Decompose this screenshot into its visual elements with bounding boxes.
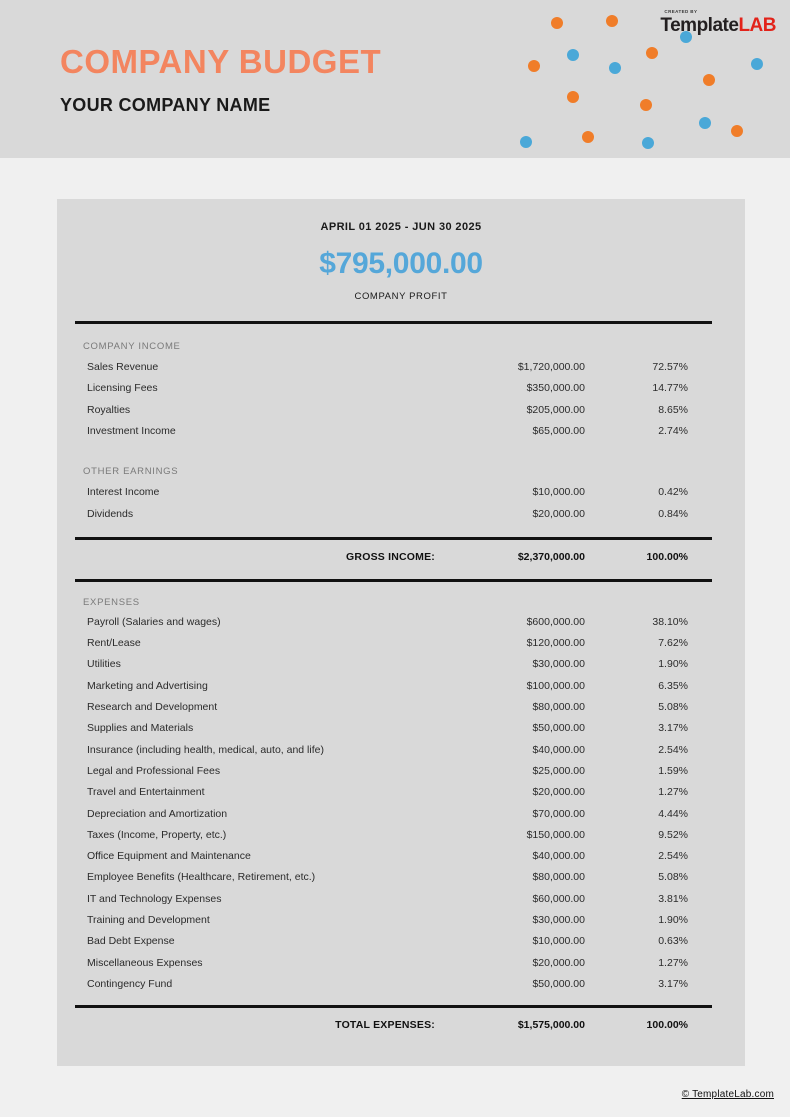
row-percent: 38.10% — [652, 615, 688, 628]
table-row — [57, 508, 745, 529]
row-amount: $20,000.00 — [532, 507, 585, 520]
row-amount: $40,000.00 — [532, 743, 585, 756]
row-amount: $70,000.00 — [532, 807, 585, 820]
decorative-dot — [699, 117, 711, 129]
row-amount: $60,000.00 — [532, 892, 585, 905]
table-row — [57, 914, 745, 935]
row-percent: 0.84% — [658, 507, 688, 520]
total-amount: $2,370,000.00 — [517, 550, 585, 563]
total-percent: 100.00% — [646, 1019, 688, 1032]
row-label: Legal and Professional Fees — [87, 764, 221, 777]
row-label: Supplies and Materials — [87, 722, 194, 735]
row-label: Travel and Entertainment — [87, 786, 205, 799]
footer-copyright: © TemplateLab.com — [681, 1089, 774, 1100]
budget-period: APRIL 01 2025 - JUN 30 2025 — [320, 221, 482, 233]
row-amount: $1,720,000.00 — [517, 361, 585, 373]
decorative-dot — [731, 125, 743, 137]
row-amount: $10,000.00 — [532, 935, 585, 948]
decorative-dot — [528, 60, 540, 72]
table-row — [57, 786, 745, 807]
row-percent: 0.63% — [658, 935, 688, 948]
row-percent: 3.81% — [658, 892, 688, 905]
row-label: Miscellaneous Expenses — [87, 956, 203, 969]
row-percent: 5.08% — [658, 871, 688, 884]
table-row — [57, 701, 745, 722]
section-divider — [75, 321, 712, 324]
total-label: TOTAL EXPENSES: — [335, 1019, 435, 1032]
row-label: Taxes (Income, Property, etc.) — [87, 828, 227, 841]
row-percent: 3.17% — [658, 977, 688, 990]
total-amount: $1,575,000.00 — [517, 1019, 585, 1032]
row-amount: $100,000.00 — [526, 679, 585, 692]
row-label: Investment Income — [87, 424, 176, 437]
decorative-dot — [703, 74, 715, 86]
company-name: YOUR COMPANY NAME — [60, 95, 271, 115]
decorative-dot — [609, 62, 621, 74]
section-divider — [75, 1005, 712, 1008]
row-percent: 2.54% — [658, 850, 688, 863]
header-band — [0, 0, 790, 158]
row-label: Payroll (Salaries and wages) — [87, 615, 221, 628]
table-row — [57, 382, 745, 403]
table-row — [57, 871, 745, 892]
row-percent: 3.17% — [658, 722, 688, 735]
table-row — [57, 722, 745, 743]
row-percent: 2.74% — [658, 424, 688, 437]
row-amount: $600,000.00 — [526, 615, 585, 628]
company-profit-label: COMPANY PROFIT — [354, 291, 448, 302]
row-amount: $25,000.00 — [532, 764, 585, 777]
row-label: Training and Development — [87, 914, 210, 926]
row-label: Bad Debt Expense — [87, 935, 175, 948]
row-percent: 2.54% — [658, 743, 688, 756]
row-amount: $205,000.00 — [526, 403, 585, 416]
decorative-dot — [606, 15, 618, 27]
row-amount: $80,000.00 — [532, 701, 585, 713]
row-amount: $20,000.00 — [532, 786, 585, 799]
table-row — [57, 850, 745, 871]
row-amount: $350,000.00 — [526, 382, 585, 395]
page-title: COMPANY BUDGET — [60, 43, 382, 80]
row-percent: 1.27% — [658, 786, 688, 799]
row-label: Marketing and Advertising — [87, 679, 208, 692]
row-percent: 5.08% — [658, 701, 688, 713]
decorative-dot — [551, 17, 563, 29]
row-label: Rent/Lease — [87, 637, 141, 650]
decorative-dot — [640, 99, 652, 111]
row-amount: $150,000.00 — [526, 828, 585, 841]
table-row — [57, 978, 745, 999]
row-label: Contingency Fund — [87, 977, 173, 990]
table-row — [57, 425, 745, 446]
table-row — [57, 744, 745, 765]
table-row — [57, 765, 745, 786]
row-percent: 1.90% — [658, 914, 688, 926]
table-row — [57, 637, 745, 658]
table-row — [57, 829, 745, 850]
decorative-dot — [520, 136, 532, 148]
table-row — [57, 680, 745, 701]
row-label: Research and Development — [87, 701, 218, 713]
decorative-dot — [567, 49, 579, 61]
row-percent: 4.44% — [658, 807, 688, 820]
row-percent: 1.59% — [658, 764, 688, 777]
row-amount: $80,000.00 — [532, 871, 585, 884]
row-label: Employee Benefits (Healthcare, Retirement, etc.) — [87, 871, 316, 884]
decorative-dot — [751, 58, 763, 70]
table-row — [57, 893, 745, 914]
decorative-dot — [582, 131, 594, 143]
row-amount: $50,000.00 — [532, 722, 585, 735]
brand-name-lab: LAB — [738, 14, 776, 36]
row-percent: 14.77% — [652, 382, 688, 395]
table-row — [57, 957, 745, 978]
row-amount: $65,000.00 — [532, 424, 585, 437]
row-percent: 6.35% — [658, 679, 688, 692]
section-divider — [75, 579, 712, 582]
row-label: Office Equipment and Maintenance — [87, 850, 251, 863]
decorative-dot — [642, 137, 654, 149]
row-amount: $40,000.00 — [532, 850, 585, 863]
row-percent: 72.57% — [652, 361, 688, 373]
table-row — [57, 361, 745, 382]
row-label: IT and Technology Expenses — [87, 892, 222, 905]
table-row — [57, 404, 745, 425]
row-label: Depreciation and Amortization — [87, 807, 228, 820]
row-label: Sales Revenue — [87, 361, 159, 373]
table-row — [57, 616, 745, 637]
table-row — [57, 935, 745, 956]
row-label: Licensing Fees — [87, 382, 158, 395]
budget-panel — [57, 199, 745, 1066]
row-amount: $30,000.00 — [532, 914, 585, 926]
table-row — [57, 486, 745, 507]
row-amount: $120,000.00 — [526, 637, 585, 650]
row-amount: $10,000.00 — [532, 486, 585, 499]
company-profit-amount: $795,000.00 — [319, 247, 483, 280]
row-percent: 1.27% — [658, 956, 688, 969]
total-label: GROSS INCOME: — [346, 550, 435, 563]
brand-name-template: Template — [660, 14, 739, 36]
section-heading: COMPANY INCOME — [83, 341, 181, 352]
table-row — [57, 808, 745, 829]
templatelab-logo — [660, 10, 776, 35]
decorative-dot — [567, 91, 579, 103]
row-amount: $50,000.00 — [532, 977, 585, 990]
row-label: Interest Income — [87, 486, 160, 499]
brand-wordmark — [660, 16, 776, 35]
total-row — [57, 551, 745, 573]
row-percent: 0.42% — [658, 486, 688, 499]
row-label: Royalties — [87, 403, 131, 416]
row-label: Dividends — [87, 507, 134, 520]
total-percent: 100.00% — [646, 550, 688, 563]
section-heading: EXPENSES — [83, 596, 140, 608]
decorative-dot — [646, 47, 658, 59]
section-heading: OTHER EARNINGS — [83, 466, 179, 478]
row-label: Utilities — [87, 658, 121, 671]
row-percent: 8.65% — [658, 403, 688, 416]
brand-created-by-label: CREATED BY — [664, 9, 698, 14]
section-divider — [75, 537, 712, 540]
row-amount: $20,000.00 — [532, 956, 585, 969]
table-row — [57, 658, 745, 679]
row-percent: 1.90% — [658, 658, 688, 671]
row-label: Insurance (including health, medical, auto, and life) — [87, 743, 324, 756]
total-row — [57, 1019, 745, 1041]
row-amount: $30,000.00 — [532, 658, 585, 671]
row-percent: 7.62% — [658, 637, 688, 650]
row-percent: 9.52% — [658, 828, 688, 841]
